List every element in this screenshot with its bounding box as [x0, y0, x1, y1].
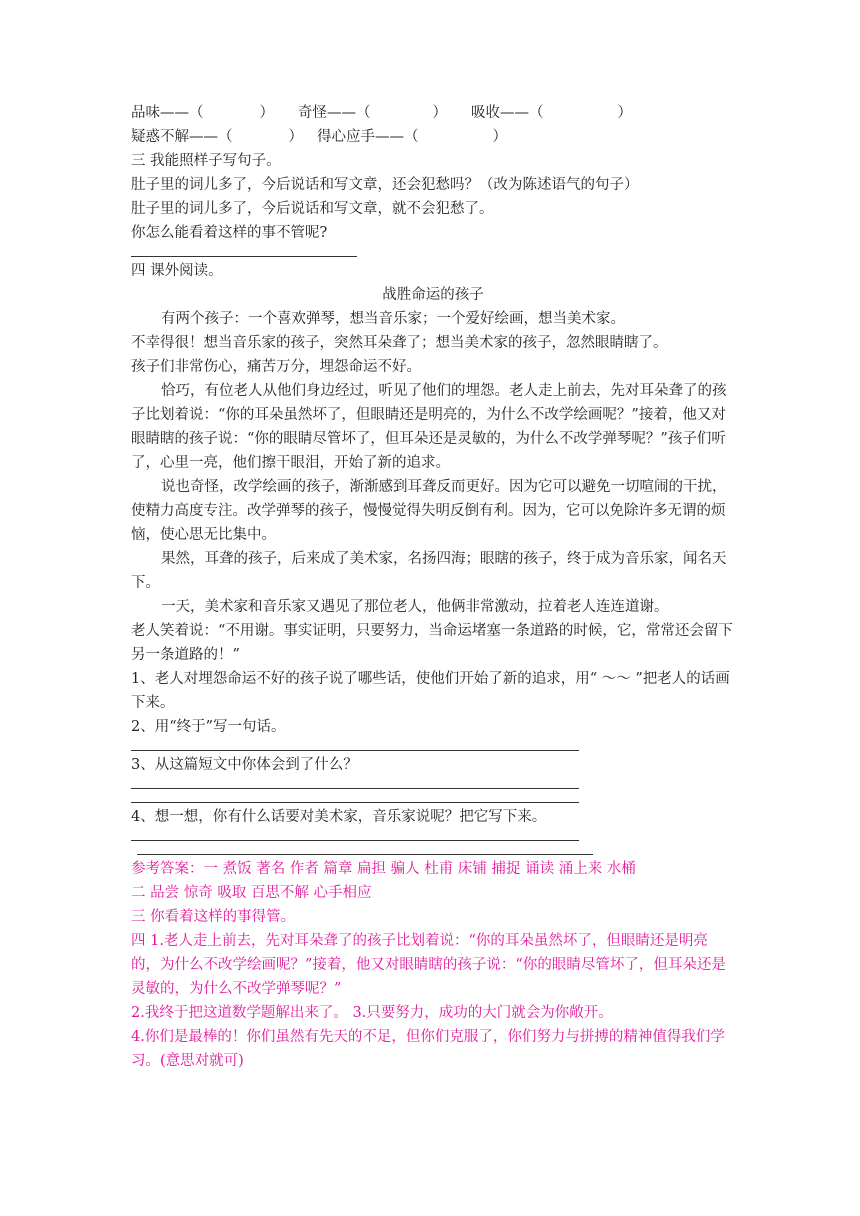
story-paragraph: 果然，耳聋的孩子，后来成了美术家，名扬四海；眼瞎的孩子，终于成为音乐家，闻名天下。 [131, 551, 727, 591]
blank-close: ） [259, 105, 274, 121]
question-1: 1、老人对埋怨命运不好的孩子说了哪些话，使他们开始了新的追求，用“ ～～ ”把老人的话画下来。 [131, 671, 730, 711]
word-prompt: 品味——（ [131, 105, 204, 121]
rewrite-task: 你怎么能看着这样的事不管呢? [131, 225, 328, 241]
answer-key-line: 参考答案：一 煮饭 著名 作者 篇章 扁担 骗人 杜甫 床铺 捕捉 诵读 涌上来 水桶 [131, 861, 636, 877]
section-4-heading: 四 课外阅读。 [131, 263, 223, 279]
answer-key-line: 二 品尝 惊奇 吸取 百思不解 心手相应 [131, 885, 372, 901]
word-blanks-line-1 [131, 101, 735, 125]
word-prompt: 吸收——（ [471, 105, 544, 121]
answer-line [131, 829, 579, 841]
answer-line [131, 739, 579, 751]
question-2: 2、用“终于”写一句话。 [131, 719, 286, 735]
story-paragraph: 有两个孩子：一个喜欢弹琴，想当音乐家；一个爱好绘画，想当美术家。 [161, 311, 625, 327]
word-prompt: 疑惑不解——（ [131, 129, 233, 145]
question-4: 4、想一想，你有什么话要对美术家，音乐家说呢？把它写下来。 [131, 809, 547, 825]
blank-close: ） [617, 105, 632, 121]
word-prompt: 奇怪——（ [298, 105, 371, 121]
story-paragraph: 孩子们非常伤心，痛苦万分，埋怨命运不好。 [131, 359, 421, 375]
blank-close: ） [432, 105, 447, 121]
example-answer: 肚子里的词儿多了，今后说话和写文章，就不会犯愁了。 [131, 201, 494, 217]
answer-line [131, 777, 579, 789]
answer-key-line: 三 你看着这样的事得管。 [131, 909, 296, 925]
answer-key-line: 2.我终于把这道数学题解出来了。 3.只要努力，成功的大门就会为你敞开。 [131, 1005, 613, 1021]
story-paragraph: 说也奇怪，改学绘画的孩子，渐渐感到耳聋反而更好。因为它可以避免一切喧闹的干扰，使精力高度专注。改学弹琴的孩子，慢慢觉得失明反倒有利。因为，它可以免除许多无谓的烦恼，使心思无比集中。 [131, 479, 727, 543]
example-question: 肚子里的词儿多了，今后说话和写文章，还会犯愁吗？（改为陈述语气的句子） [131, 177, 639, 193]
answer-line [131, 245, 357, 257]
answer-key-line: 四 1.老人走上前去，先对耳朵聋了的孩子比划着说：“你的耳朵虽然坏了，但眼睛还是明亮的，为什么不改学绘画呢？”接着，他又对眼睛瞎的孩子说：“你的眼睛尽管坏了，但耳朵还是灵敏的，为什么不改学弹琴呢？” [131, 933, 726, 997]
story-paragraph: 老人笑着说：“不用谢。事实证明，只要努力，当命运堵塞一条道路的时候，它，常常还会留下另一条道路的！” [131, 623, 733, 663]
story-paragraph: 恰巧，有位老人从他们身边经过，听见了他们的埋怨。老人走上前去，先对耳朵聋了的孩子比划着说：“你的耳朵虽然坏了，但眼睛还是明亮的，为什么不改学绘画呢？”接着，他又对眼睛瞎的孩子说：“你的眼睛尽管坏了，但耳朵还是灵敏的，为什么不改学弹琴呢？”孩子们听了，心里一亮，他们擦干眼泪，开始了新的追求。 [131, 383, 727, 471]
answer-key-line: 4.你们是最棒的！你们虽然有先天的不足，但你们克服了，你们努力与拼搏的精神值得我们学习。(意思对就可) [131, 1029, 725, 1069]
story-paragraph: 一天，美术家和音乐家又遇见了那位老人，他俩非常激动，拉着老人连连道谢。 [161, 599, 669, 615]
story-paragraph: 不幸得很！想当音乐家的孩子，突然耳朵聋了；想当美术家的孩子，忽然眼睛瞎了。 [131, 335, 668, 351]
section-3-heading: 三 我能照样子写句子。 [131, 153, 281, 169]
answer-line [137, 843, 593, 855]
word-blanks-line-2 [131, 125, 735, 149]
question-3: 3、从这篇短文中你体会到了什么？ [131, 757, 358, 773]
answer-line [131, 791, 579, 803]
worksheet-content [131, 101, 735, 1073]
blank-close: ） [492, 129, 507, 145]
word-prompt: 得心应手——（ [317, 129, 419, 145]
story-title: 战胜命运的孩子 [382, 287, 484, 303]
blank-close: ） [288, 129, 303, 145]
answer-key [131, 857, 735, 1073]
